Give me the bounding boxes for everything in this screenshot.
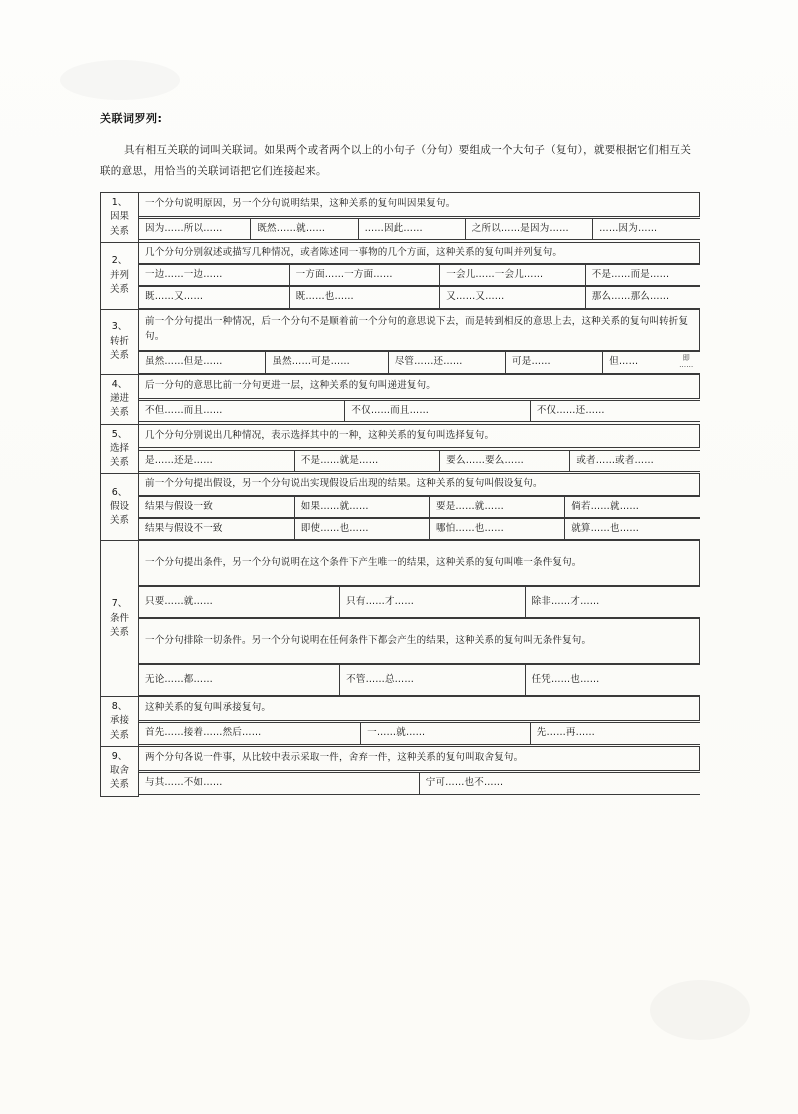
row-label-2: 2、 并列 关系 bbox=[101, 242, 139, 309]
row-label-8: 8、 承接 关系 bbox=[101, 697, 139, 747]
list-item: ……因此…… bbox=[358, 219, 465, 240]
list-item: 因为……所以…… bbox=[139, 219, 251, 240]
list-item: 即使……也…… bbox=[294, 518, 429, 539]
list-item: 要是……就…… bbox=[430, 496, 565, 517]
document-content bbox=[100, 110, 700, 797]
list-item bbox=[603, 351, 700, 373]
list-item: 一会儿……一会儿…… bbox=[440, 265, 585, 286]
table-row bbox=[101, 518, 700, 541]
list-item: 尽管……还…… bbox=[388, 351, 505, 373]
row-label-9: 9、 取舍 关系 bbox=[101, 746, 139, 796]
list-item: 不但……而且…… bbox=[139, 401, 345, 422]
table-row bbox=[101, 619, 700, 664]
row-description: 前一个分句提出一种情况，后一个分句不是顺着前一个分句的意思说下去，而是转到相反的意思上去，这种关系的复句叫转折复句。 bbox=[139, 309, 700, 350]
list-item: 与其……不如…… bbox=[139, 773, 419, 794]
row-description: 这种关系的复句叫承接复句。 bbox=[139, 697, 700, 721]
table-row bbox=[101, 495, 700, 518]
list-item: 既……也…… bbox=[289, 287, 440, 308]
row-description: 后一分句的意思比前一分句更进一层，这种关系的复句叫递进复句。 bbox=[139, 374, 700, 398]
page-title: 关联词罗列: bbox=[100, 112, 163, 125]
list-item: 先……再…… bbox=[530, 723, 699, 744]
row-description: 一个分句排除一切条件。另一个分句说明在任何条件下都会产生的结果，这种关系的复句叫无条件复句。 bbox=[139, 619, 700, 664]
table-row bbox=[101, 286, 700, 309]
table-row bbox=[101, 264, 700, 287]
table-row bbox=[101, 770, 700, 796]
list-item: ……因为…… bbox=[593, 219, 700, 240]
row-description: 几个分句分别说出几种情况，表示选择其中的一种，这种关系的复句叫选择复句。 bbox=[139, 424, 700, 448]
list-item: 首先……接着……然后…… bbox=[139, 723, 361, 744]
list-item: 又……又…… bbox=[440, 287, 585, 308]
list-item: 或者……或者…… bbox=[570, 450, 700, 471]
table-row bbox=[101, 242, 700, 263]
list-item: 一方面……一方面…… bbox=[289, 265, 440, 286]
table-row bbox=[101, 350, 700, 374]
list-item: 不管……总…… bbox=[340, 665, 525, 696]
list-item: 结果与假设一致 bbox=[139, 496, 294, 517]
list-item: 一……就…… bbox=[361, 723, 531, 744]
list-item: 除非……才…… bbox=[525, 587, 699, 618]
list-item: 虽然……但是…… bbox=[139, 351, 266, 373]
list-item: 要么……要么…… bbox=[440, 450, 570, 471]
table-row bbox=[101, 697, 700, 721]
list-item: 就算……也…… bbox=[565, 518, 700, 539]
list-item: 任凭……也…… bbox=[525, 665, 699, 696]
table-row bbox=[101, 586, 700, 619]
table-row bbox=[101, 474, 700, 495]
list-item: 只要……就…… bbox=[139, 587, 340, 618]
list-item: 那么……那么…… bbox=[585, 287, 699, 308]
list-item: 之所以……是因为…… bbox=[465, 219, 592, 240]
table-row bbox=[101, 374, 700, 398]
conjunction-table bbox=[100, 192, 700, 797]
table-row bbox=[101, 720, 700, 746]
list-item: 是……还是…… bbox=[139, 450, 294, 471]
list-item: 只有……才…… bbox=[340, 587, 525, 618]
row-label-4: 4、 递进 关系 bbox=[101, 374, 139, 424]
table-row bbox=[101, 746, 700, 770]
row-label-5: 5、 选择 关系 bbox=[101, 424, 139, 474]
row-description: 一个分句说明原因，另一个分句说明结果，这种关系的复句叫因果复句。 bbox=[139, 193, 700, 217]
row-label-1: 1、 因果 关系 bbox=[101, 193, 139, 243]
list-item: 既……又…… bbox=[139, 287, 289, 308]
row-label-6: 6、 假设 关系 bbox=[101, 474, 139, 541]
table-row bbox=[101, 664, 700, 697]
list-item: 不是……就是…… bbox=[294, 450, 439, 471]
row-label-7: 7、 条件 关系 bbox=[101, 541, 139, 697]
list-item: 不仅……而且…… bbox=[345, 401, 530, 422]
table-row bbox=[101, 193, 700, 217]
intro-paragraph: 具有相互关联的词叫关联词。如果两个或者两个以上的小句子（分句）要组成一个大句子（复句），就要根据它们相互关联的意思，用恰当的关联词语把它们连接起来。 bbox=[100, 144, 692, 177]
row-description: 一个分句提出条件，另一个分句说明在这个条件下产生唯一的结果，这种关系的复句叫唯一条件复句。 bbox=[139, 541, 700, 586]
table-row bbox=[101, 424, 700, 448]
list-item: 可是…… bbox=[506, 351, 603, 373]
list-item-text: 但…… bbox=[609, 355, 639, 367]
list-item: 不仅……还…… bbox=[530, 401, 699, 422]
row-label-3: 3、 转折 关系 bbox=[101, 309, 139, 374]
table-row bbox=[101, 309, 700, 350]
list-item: 不是……而是…… bbox=[585, 265, 699, 286]
list-item: 倘若……就…… bbox=[565, 496, 700, 517]
list-item: 宁可……也不…… bbox=[419, 773, 699, 794]
row-description: 前一个分句提出假设，另一个分句说出实现假设后出现的结果。这种关系的复句叫假设复句。 bbox=[139, 474, 700, 495]
table-row bbox=[101, 448, 700, 474]
list-item: 一边……一边…… bbox=[139, 265, 289, 286]
table-row bbox=[101, 541, 700, 586]
list-item: 哪怕……也…… bbox=[430, 518, 565, 539]
row-description: 两个分句各说一件事，从比较中表示采取一件，舍弃一件，这种关系的复句叫取舍复句。 bbox=[139, 746, 700, 770]
row-description: 几个分句分别叙述或描写几种情况，或者陈述同一事物的几个方面，这种关系的复句叫并列复句。 bbox=[139, 242, 700, 263]
corner-note: 即 …… bbox=[679, 353, 694, 370]
list-item: 结果与假设不一致 bbox=[139, 518, 294, 539]
table-row bbox=[101, 398, 700, 424]
list-item: 如果……就…… bbox=[294, 496, 429, 517]
list-item: 既然……就…… bbox=[251, 219, 358, 240]
list-item: 虽然……可是…… bbox=[266, 351, 388, 373]
table-row bbox=[101, 216, 700, 242]
list-item: 无论……都…… bbox=[139, 665, 340, 696]
